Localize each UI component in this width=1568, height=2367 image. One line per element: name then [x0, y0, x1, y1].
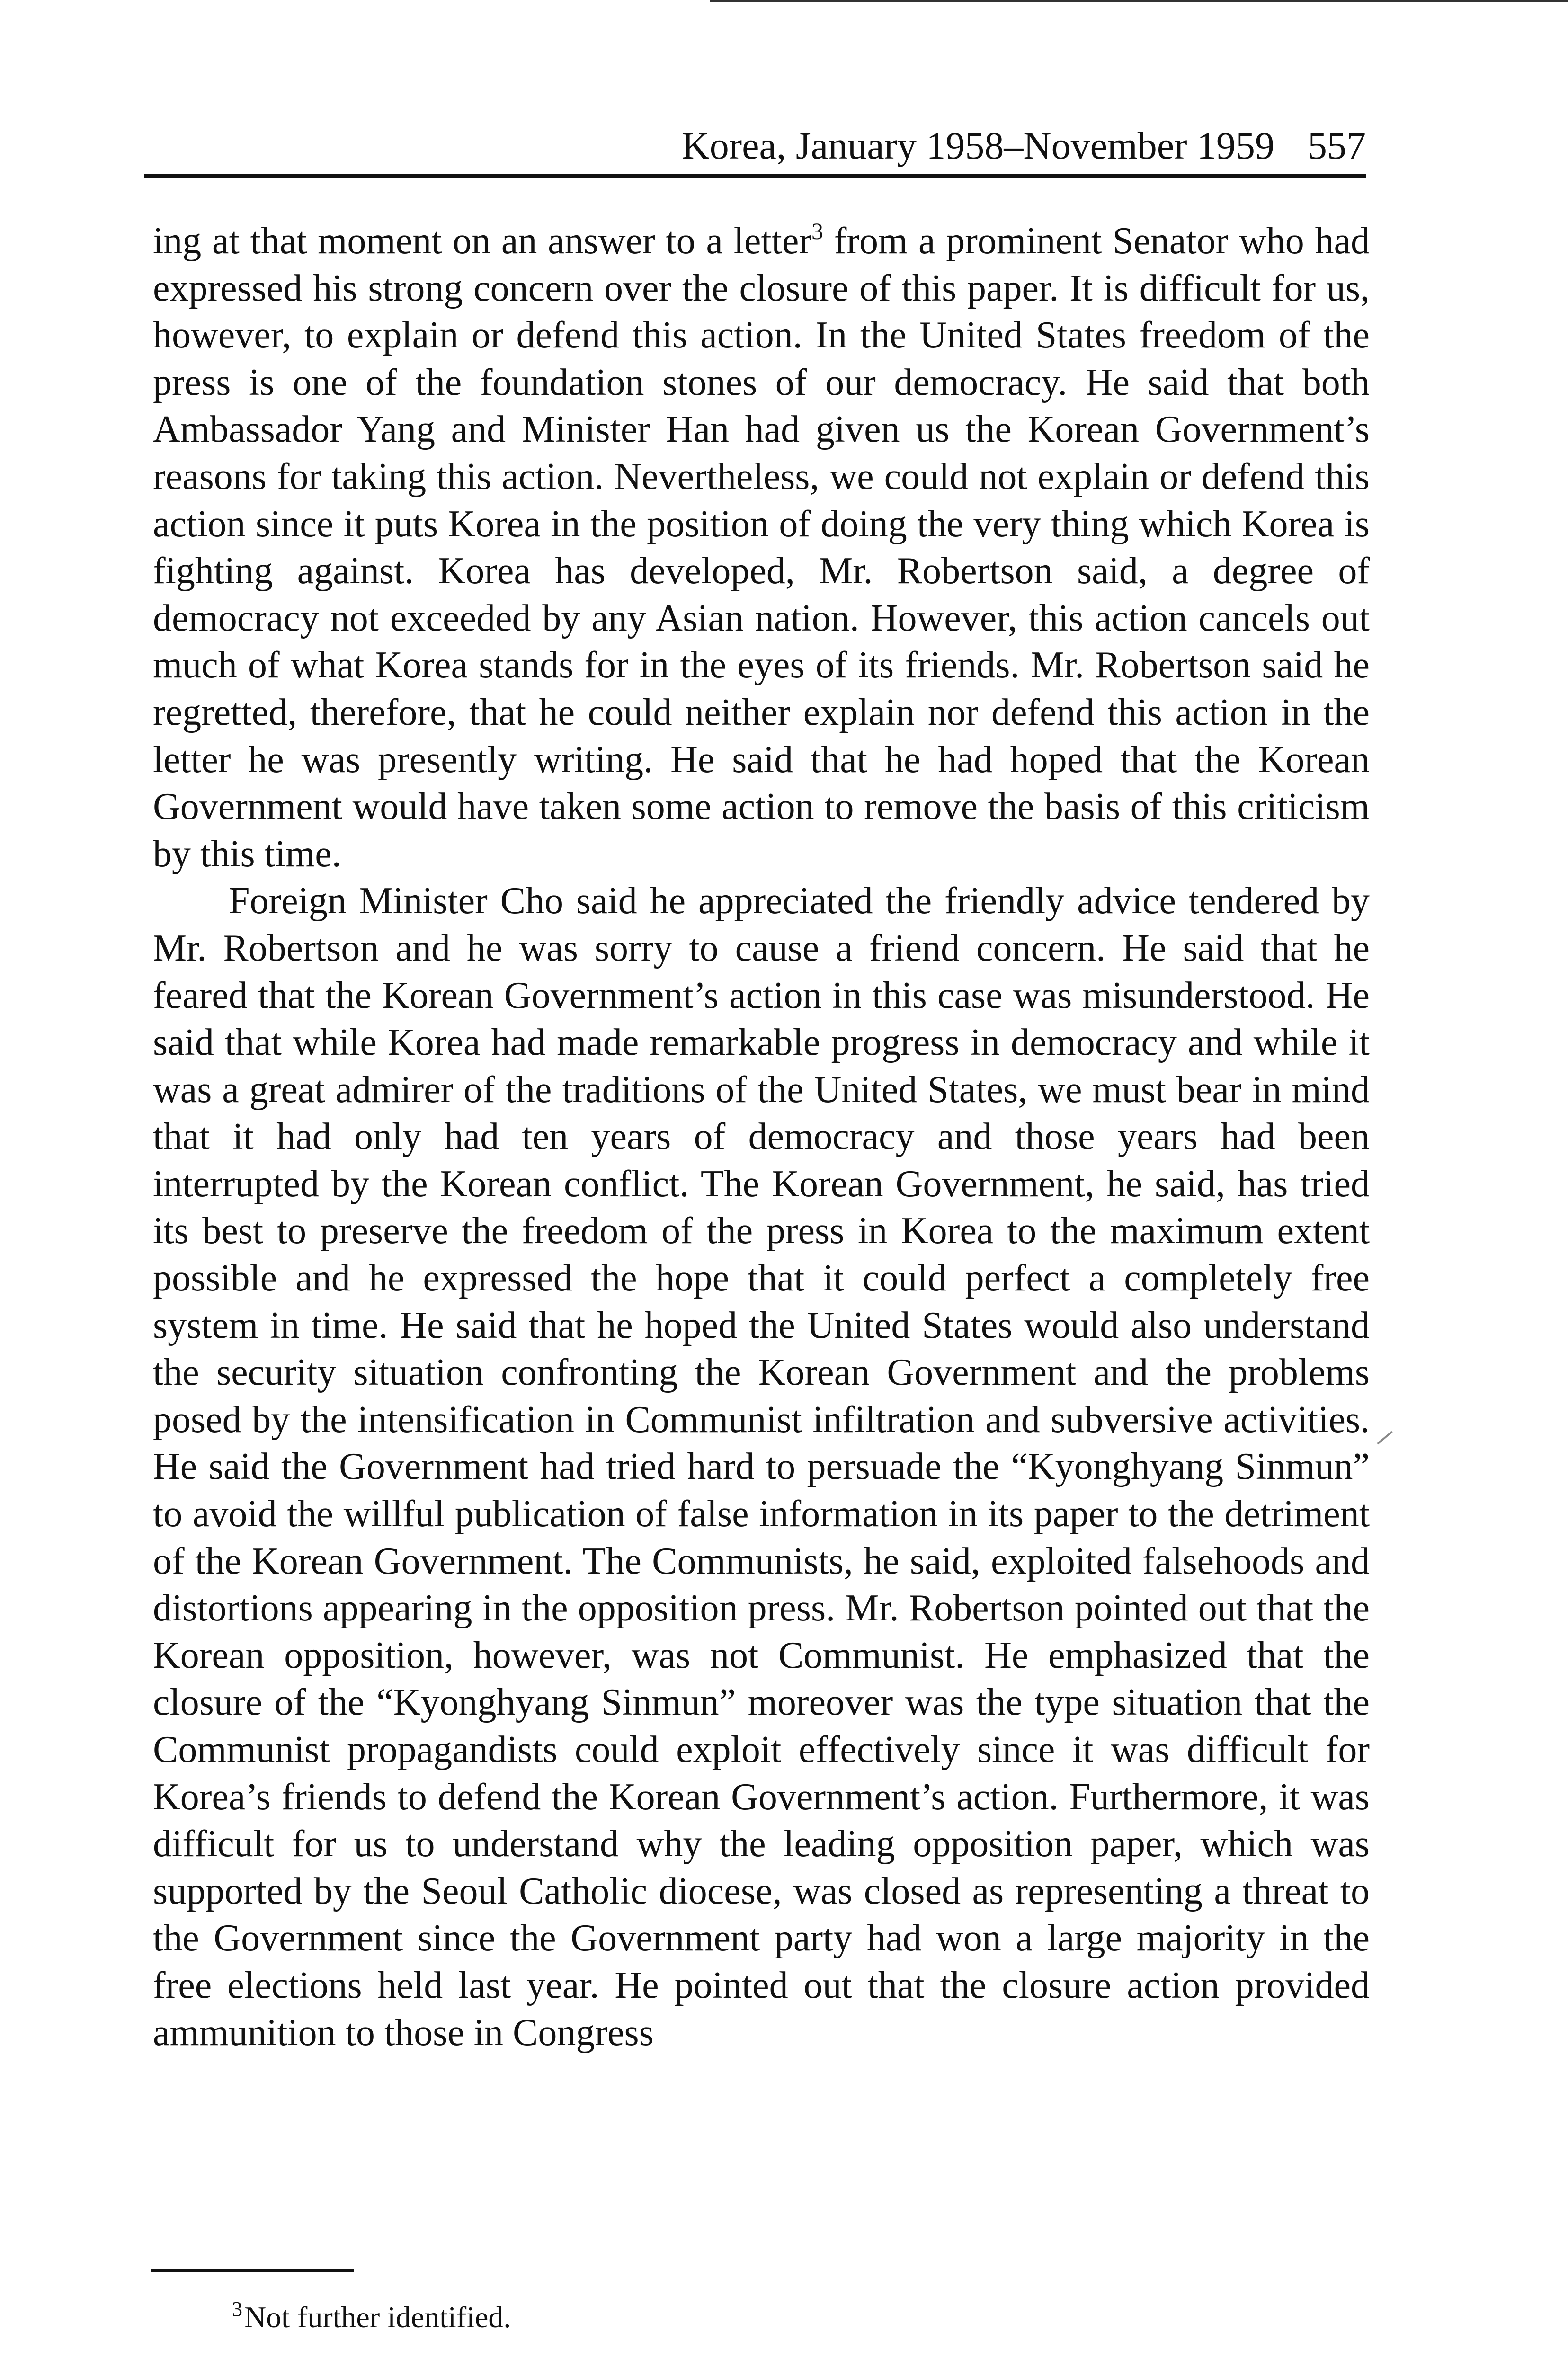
- body-text: [153, 218, 1370, 2056]
- running-header: [144, 117, 1366, 178]
- footnote-number: 3: [232, 2297, 242, 2321]
- scan-edge-line: [710, 0, 1568, 2]
- footnote-separator: [151, 2269, 354, 2272]
- paragraph-2: Foreign Minister Cho said he appreciated the friendly advice tendered by Mr. Robertson and he was sorry to cause a friend concern. He said that he feared that the Korean Government’s action in this case was misunderstood. He said that while Korea had made remarkable progress in democracy and while it was a great admirer of the traditions of the United States, we must bear in mind that it had only had ten years of democracy and those years had been interrupted by the Korean conflict. The Korean Government, he said, has tried its best to preserve the freedom of the press in Korea to the maximum extent possible and he expressed the hope that it could perfect a completely free system in time. He said that he hoped the United States would also understand the security situation confronting the Korean Government and the problems posed by the intensification in Communist infiltration and subversive activities. He said the Government had tried hard to persuade the “Kyonghyang Sinmun” to avoid the willful publication of false information in its paper to the detriment of the Korean Government. The Communists, he said, exploited falsehoods and distortions appearing in the opposition press. Mr. Robertson pointed out that the Korean opposition, however, was not Communist. He emphasized that the closure of the “Kyonghyang Sinmun” moreover was the type situation that the Communist propagandists could exploit effectively since it was difficult for Korea’s friends to defend the Korean Government’s action. Furthermore, it was difficult for us to understand why the leading opposition paper, which was supported by the Seoul Catholic diocese, was closed as representing a threat to the Government since the Government party had won a large majority in the free elections held last year. He pointed out that the closure action provided ammunition to those in Congress: [153, 880, 1370, 2054]
- running-head-title: Korea, January 1958–November 1959: [681, 124, 1274, 167]
- paragraph-1: [153, 218, 1370, 878]
- footnote: [232, 2296, 511, 2339]
- page-number: 557: [1308, 124, 1366, 167]
- footnote-reference: 3: [811, 218, 823, 244]
- footnote-text: Not further identified.: [244, 2300, 511, 2334]
- paragraph-1-rest: from a prominent Senator who had expressed his strong concern over the closure of this paper. It is difficult for us, however, to explain or defend this action. In the United States freedom of the press is one of the foundation stones of our democracy. He said that both Ambassador Yang and Minister Han had given us the Korean Government’s reasons for taking this action. Nevertheless, we could not explain or defend this action since it puts Korea in the position of doing the very thing which Korea is fighting against. Korea has developed, Mr. Robertson said, a degree of democracy not exceeded by any Asian nation. However, this action cancels out much of what Korea stands for in the eyes of its friends. Mr. Robertson said he regretted, therefore, that he could neither explain nor defend this action in the letter he was presently writing. He said that he had hoped that the Korean Government would have taken some action to remove the basis of this criticism by this time.: [153, 220, 1370, 875]
- margin-pencil-mark: [1377, 1431, 1392, 1445]
- paragraph-1-start: ing at that moment on an answer to a letter: [153, 220, 811, 262]
